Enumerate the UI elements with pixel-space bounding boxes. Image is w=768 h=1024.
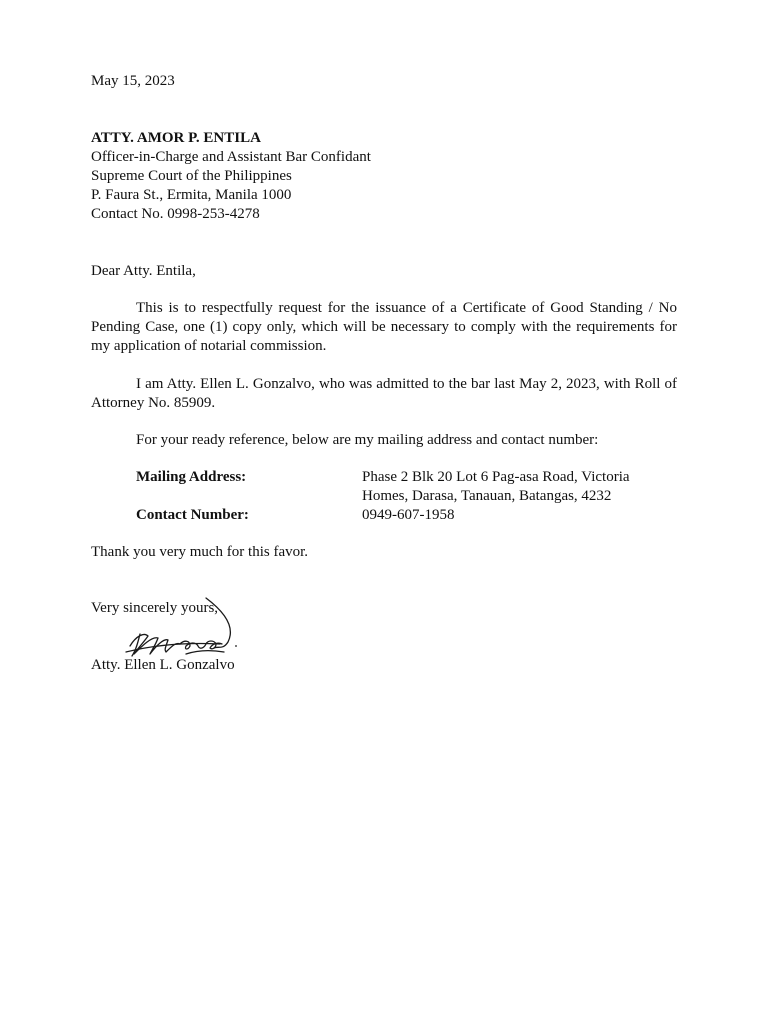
signatory-name: Atty. Ellen L. Gonzalvo xyxy=(91,657,235,673)
mailing-address-label: Mailing Address: xyxy=(136,469,247,485)
contact-number-label: Contact Number: xyxy=(136,507,249,523)
body-paragraph-3: For your ready reference, below are my mailing address and contact number: xyxy=(136,432,599,448)
contact-number-value: 0949-607-1958 xyxy=(362,507,455,523)
recipient-title: Officer-in-Charge and Assistant Bar Confidant xyxy=(91,149,371,165)
recipient-name: ATTY. AMOR P. ENTILA xyxy=(91,130,261,146)
body-paragraph-1: This is to respectfully request for the issuance of a Certificate of Good Standing / No Pending Case, one (1) copy only, which will be necessary to comply with the requirements for my application of notarial commission. xyxy=(91,300,677,355)
letter-date: May 15, 2023 xyxy=(91,73,175,89)
thank-you-line: Thank you very much for this favor. xyxy=(91,544,309,560)
recipient-address: P. Faura St., Ermita, Manila 1000 xyxy=(91,187,292,203)
salutation: Dear Atty. Entila, xyxy=(91,263,196,279)
mailing-address-value: Phase 2 Blk 20 Lot 6 Pag-asa Road, Victoria Homes, Darasa, Tanauan, Batangas, 4232 xyxy=(362,469,630,505)
closing: Very sincerely yours, xyxy=(91,600,219,616)
recipient-contact: Contact No. 0998-253-4278 xyxy=(91,206,260,222)
recipient-organization: Supreme Court of the Philippines xyxy=(91,168,292,184)
body-paragraph-2: I am Atty. Ellen L. Gonzalvo, who was admitted to the bar last May 2, 2023, with Roll of Attorney No. 85909. xyxy=(91,376,677,412)
